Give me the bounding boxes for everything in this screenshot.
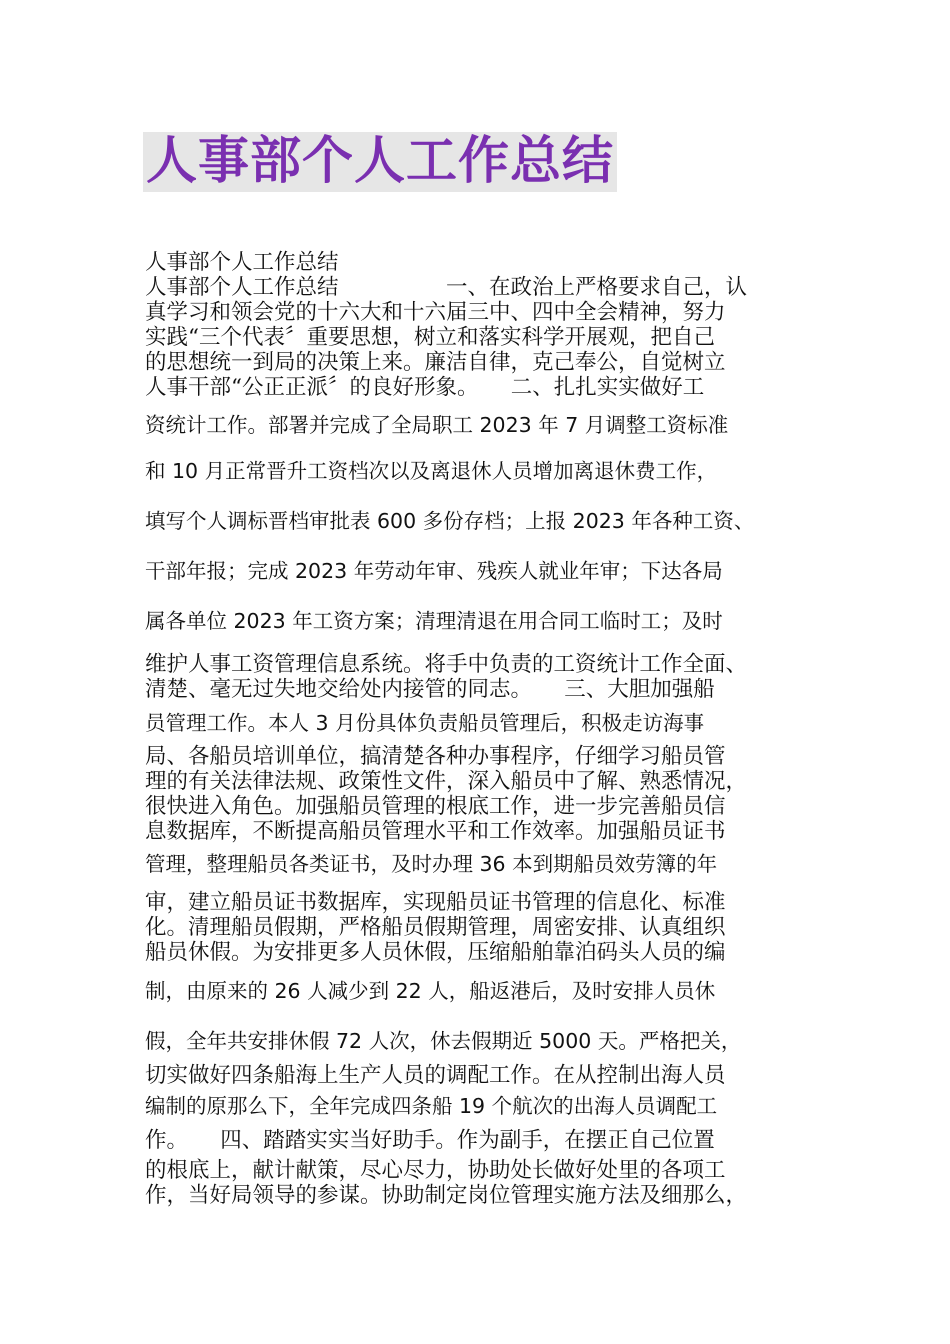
body-line: 作，当好局领导的参谋。协助制定岗位管理实施方法及细那么， <box>145 1183 748 1208</box>
body-line: 属各单位 2023 年工资方案；清理清退在用合同工临时工；及时 <box>145 609 723 633</box>
document-body <box>145 250 815 1208</box>
body-line: 人事干部“公正正派〞的良好形象。 二、扎扎实实做好工 <box>145 375 705 400</box>
document-title: 人事部个人工作总结 <box>143 132 617 192</box>
body-line: 的思想统一到局的决策上来。廉洁自律，克己奉公，自觉树立 <box>145 350 726 375</box>
body-line: 人事部个人工作总结 一、在政治上严格要求自己，认 <box>145 275 748 300</box>
body-line: 填写个人调标晋档审批表 600 多份存档；上报 2023 年各种工资、 <box>145 509 755 533</box>
title-block <box>143 132 617 192</box>
body-line: 人事部个人工作总结 <box>145 250 339 275</box>
body-line: 实践“三个代表〞重要思想，树立和落实科学开展观，把自己 <box>145 325 715 350</box>
body-line: 资统计工作。部署并完成了全局职工 2023 年 7 月调整工资标准 <box>145 413 729 437</box>
body-line: 化。清理船员假期，严格船员假期管理，周密安排、认真组织 <box>145 915 726 940</box>
body-line: 员管理工作。本人 3 月份具体负责船员管理后，积极走访海事 <box>145 711 705 735</box>
body-line: 审，建立船员证书数据库，实现船员证书管理的信息化、标准 <box>145 890 726 915</box>
body-line: 干部年报；完成 2023 年劳动年审、残疾人就业年审；下达各局 <box>145 559 723 583</box>
body-line: 清楚、毫无过失地交给处内接管的同志。 三、大胆加强船 <box>145 677 715 702</box>
body-line: 编制的原那么下，全年完成四条船 19 个航次的出海人员调配工 <box>145 1094 718 1118</box>
body-line: 维护人事工资管理信息系统。将手中负责的工资统计工作全面、 <box>145 652 748 677</box>
body-line: 的根底上，献计献策，尽心尽力，协助处长做好处里的各项工 <box>145 1158 726 1183</box>
body-line: 管理，整理船员各类证书，及时办理 36 本到期船员效劳簿的年 <box>145 852 718 876</box>
body-line: 理的有关法律法规、政策性文件，深入船员中了解、熟悉情况， <box>145 769 748 794</box>
body-line: 很快进入角色。加强船员管理的根底工作，进一步完善船员信 <box>145 794 726 819</box>
body-line: 作。 四、踏踏实实当好助手。作为副手，在摆正自己位置 <box>145 1128 715 1153</box>
body-line: 局、各船员培训单位，搞清楚各种办事程序，仔细学习船员管 <box>145 744 726 769</box>
body-line: 假，全年共安排休假 72 人次，休去假期近 5000 天。严格把关， <box>145 1029 742 1053</box>
body-line: 切实做好四条船海上生产人员的调配工作。在从控制出海人员 <box>145 1063 726 1088</box>
body-line: 真学习和领会党的十六大和十六届三中、四中全会精神，努力 <box>145 300 726 325</box>
body-line: 制，由原来的 26 人减少到 22 人，船返港后，及时安排人员休 <box>145 979 716 1003</box>
body-line: 息数据库，不断提高船员管理水平和工作效率。加强船员证书 <box>145 819 726 844</box>
body-line: 和 10 月正常晋升工资档次以及离退休人员增加离退休费工作， <box>145 459 718 483</box>
body-line: 船员休假。为安排更多人员休假，压缩船舶靠泊码头人员的编 <box>145 940 726 965</box>
